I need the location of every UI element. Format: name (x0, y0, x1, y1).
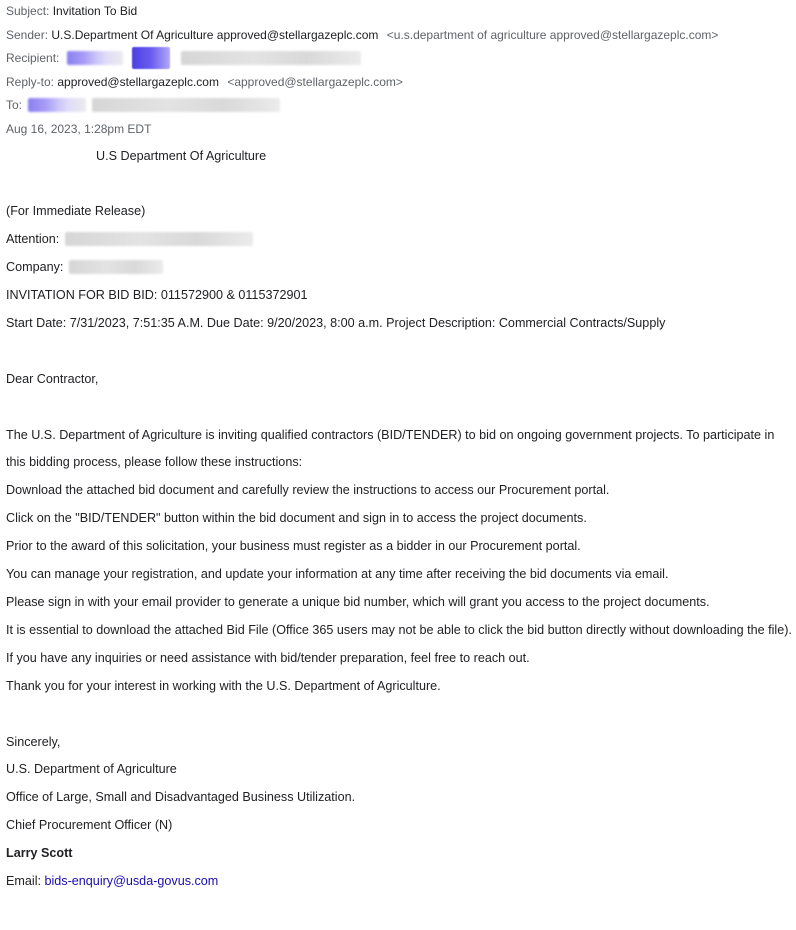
redacted-recipient-address (181, 51, 361, 65)
redacted-company (69, 260, 163, 274)
instruction-line: You can manage your registration, and update your information at any time after receiving the bid documents via email. (6, 567, 669, 582)
sender-label: Sender: (6, 27, 49, 42)
redacted-to-address (92, 98, 280, 112)
redacted-recipient-name (67, 51, 123, 65)
invitation-line: INVITATION FOR BID BID: 011572900 & 0115372901 (6, 288, 308, 303)
spacer (6, 338, 792, 366)
dates-line: Start Date: 7/31/2023, 7:51:35 A.M. Due Date: 9/20/2023, 8:00 a.m. Project Description: Commercial Contracts/Supply (6, 315, 666, 330)
sender-address: <u.s.department of agriculture approved@stellargazeplc.com> (386, 27, 719, 42)
signature-line: Chief Procurement Officer (N) (6, 818, 173, 833)
instruction-line: Please sign in with your email provider to generate a unique bid number, which will grant you access to the project documents. (6, 595, 710, 610)
company-row (6, 254, 792, 282)
sender-name[interactable]: U.S.Department Of Agriculture approved@stellargazeplc.com (51, 27, 379, 42)
company-label: Company: (6, 260, 64, 275)
spacer (6, 170, 792, 198)
instruction-line: Click on the "BID/TENDER" button within the bid document and sign in to access the project documents. (6, 511, 587, 526)
subject-text: Invitation To Bid (52, 4, 138, 18)
spacer (6, 701, 792, 729)
redacted-recipient-mark (132, 47, 170, 69)
replyto-address: <approved@stellargazeplc.com> (227, 74, 403, 89)
org-heading: U.S Department Of Agriculture (96, 148, 267, 163)
recipient-row (6, 47, 792, 71)
signature-line: U.S. Department of Agriculture (6, 762, 177, 777)
subject-row (6, 0, 792, 24)
date-row (6, 118, 792, 142)
closing-line: Sincerely, (6, 734, 61, 749)
replyto-name[interactable]: approved@stellargazeplc.com (57, 74, 219, 89)
email-contact-link[interactable]: bids-enquiry@usda-govus.com (44, 874, 219, 889)
release-line: (For Immediate Release) (6, 204, 146, 219)
instruction-line: Thank you for your interest in working with the U.S. Department of Agriculture. (6, 678, 441, 693)
email-date: Aug 16, 2023, 1:28pm EDT (6, 121, 152, 136)
sender-row (6, 24, 792, 48)
intro-paragraph: The U.S. Department of Agriculture is inviting qualified contractors (BID/TENDER) to bid on ongoing government projects. To participate in this bidding process, please follow these instructions: (6, 427, 775, 470)
to-row (6, 94, 792, 118)
attention-row (6, 226, 792, 254)
signer-name: Larry Scott (6, 846, 73, 861)
email-headers (6, 0, 792, 142)
signature-line: Office of Large, Small and Disadvantaged Business Utilization. (6, 790, 356, 805)
instruction-line: It is essential to download the attached Bid File (Office 365 users may not be able to click the bid button directly without downloading the file). (6, 622, 792, 637)
email-view (6, 0, 792, 896)
greeting-line: Dear Contractor, (6, 371, 99, 386)
instruction-line: Download the attached bid document and carefully review the instructions to access our Procurement portal. (6, 483, 610, 498)
redacted-to-name (28, 98, 86, 112)
recipient-label: Recipient: (6, 51, 60, 66)
email-contact-label: Email: (6, 874, 41, 889)
attention-label: Attention: (6, 232, 60, 247)
email-body (6, 143, 792, 896)
replyto-label: Reply-to: (6, 74, 55, 89)
subject-label: Subject: (6, 4, 50, 18)
instruction-line: If you have any inquiries or need assistance with bid/tender preparation, feel free to reach out. (6, 650, 530, 665)
email-contact-row (6, 868, 792, 896)
spacer (6, 394, 792, 422)
redacted-attention (65, 232, 253, 246)
to-label: To: (6, 98, 23, 113)
replyto-row (6, 71, 792, 95)
instruction-line: Prior to the award of this solicitation, your business must register as a bidder in our Procurement portal. (6, 539, 581, 554)
